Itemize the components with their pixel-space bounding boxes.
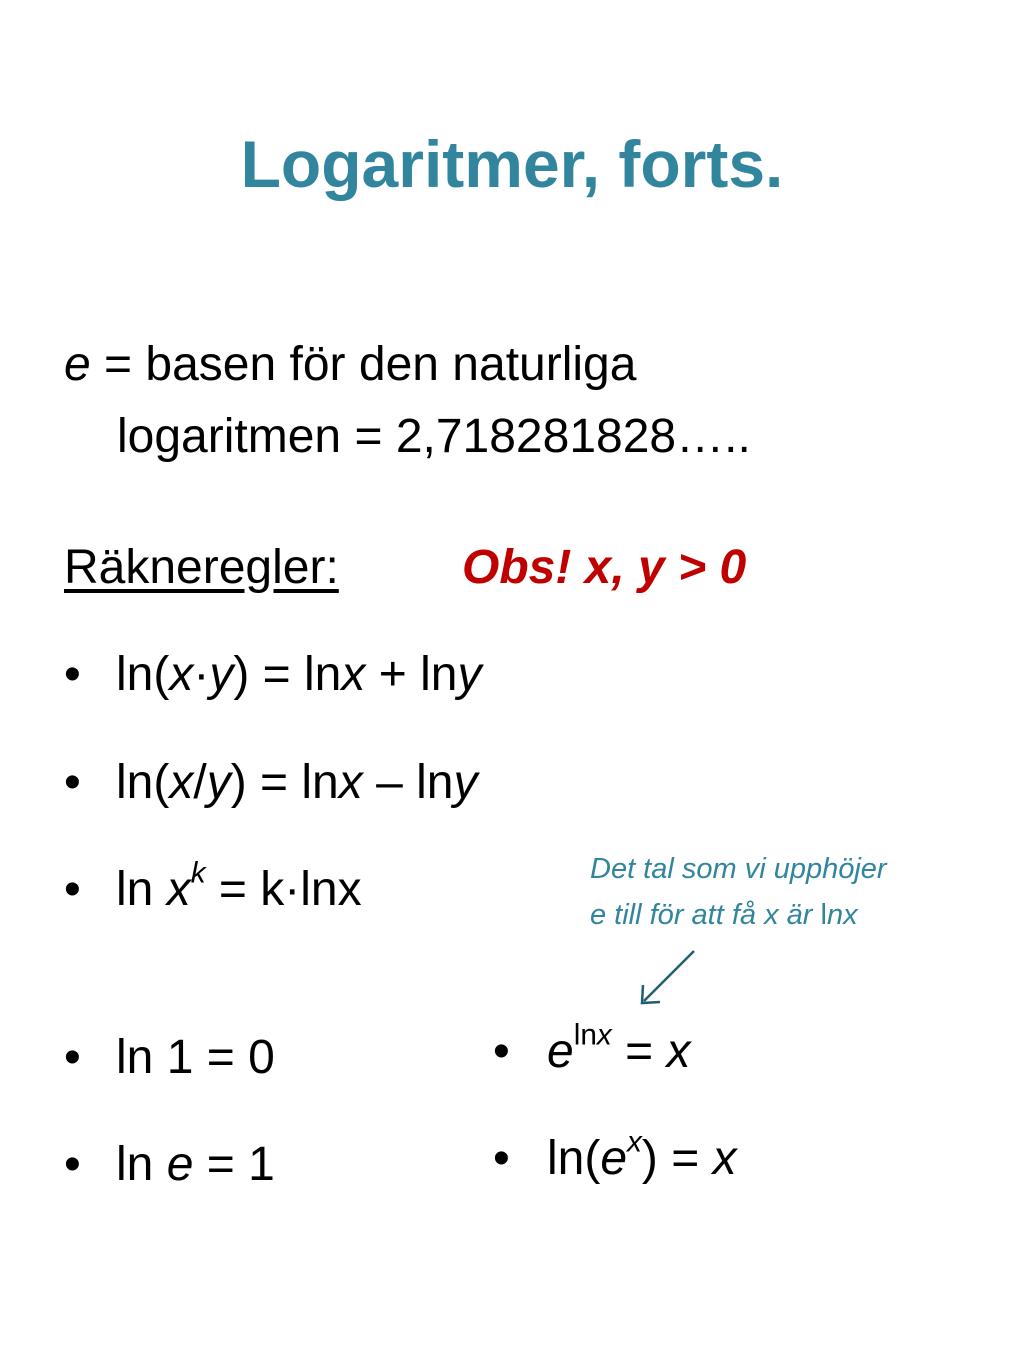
intro-line-2: logaritmen = 2,718281828…..: [117, 410, 751, 463]
rule-expression: $e^{lnx} = x$: [547, 1018, 691, 1078]
bullet-icon: •: [64, 1138, 81, 1191]
rule-expression: ln(x/y) = lnx – lny: [116, 756, 478, 809]
rule-expression: $\ln x^k = k\cdot\ln x$: [116, 856, 362, 916]
arrow-icon: [630, 945, 700, 1009]
intro-line-1: [64, 336, 636, 394]
bullet-icon: •: [493, 1025, 510, 1078]
annotation-line-2: e till för att få x är lnx: [590, 899, 858, 932]
bullet-icon: •: [64, 863, 81, 916]
bullet-icon: •: [493, 1132, 510, 1185]
rule-expression: ln e = 1: [116, 1138, 275, 1191]
bullet-icon: •: [64, 1031, 81, 1084]
e-symbol: e: [64, 338, 91, 391]
intro-text-1: = basen för den naturliga: [90, 338, 637, 391]
rule-expression: $\ln(e^x) = x$: [547, 1125, 737, 1185]
rule-expression: ln 1 = 0: [116, 1031, 275, 1084]
bullet-icon: •: [64, 756, 81, 809]
rules-heading: Räkneregler:: [64, 541, 339, 594]
slide-title: Logaritmer, forts.: [240, 127, 784, 201]
annotation-note: [590, 846, 887, 939]
bullet-icon: •: [64, 648, 81, 701]
annotation-line-1: Det tal som vi upphöjer: [590, 853, 887, 885]
obs-note: Obs! x, y > 0: [462, 541, 747, 594]
rule-expression: ln(x·y) = lnx + lny: [116, 648, 482, 701]
